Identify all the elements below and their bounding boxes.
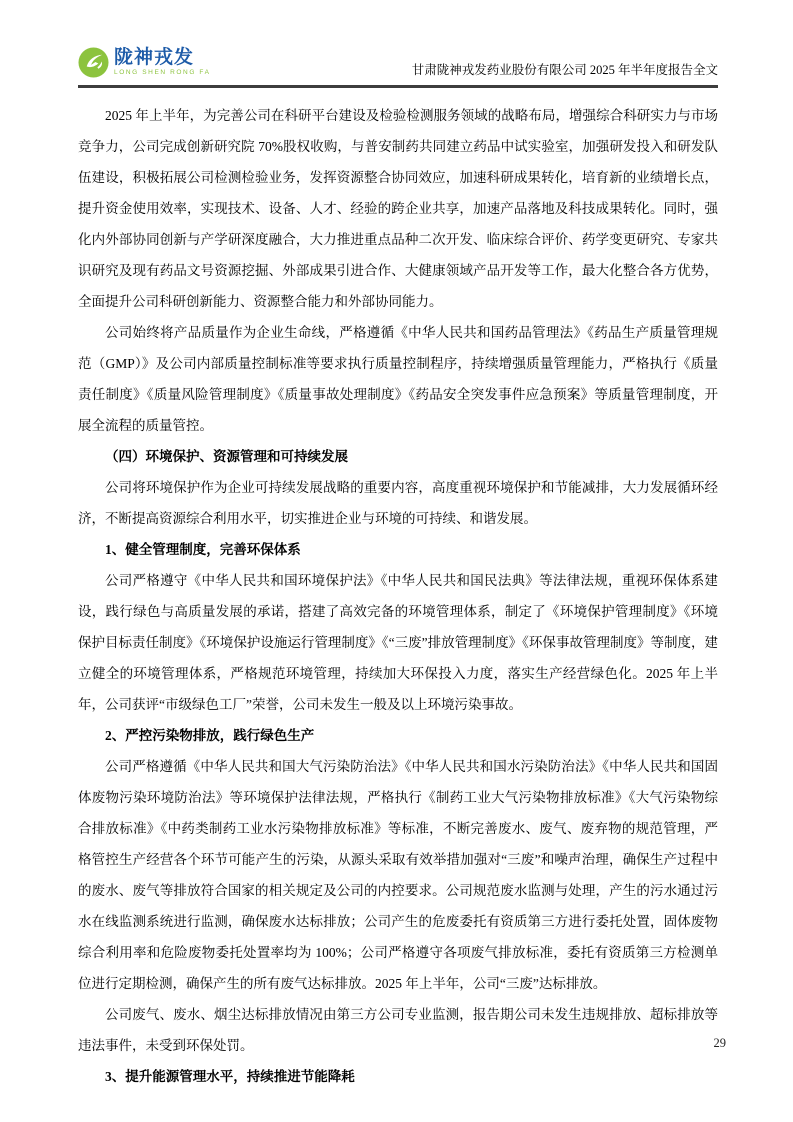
paragraph-environment-intro: 公司将环境保护作为企业可持续发展战略的重要内容，高度重视环境保护和节能减排，大力发展循环经济，不断提高资源综合利用水平，切实推进企业与环境的可持续、和谐发展。: [78, 480, 718, 526]
company-logo-icon: [78, 47, 109, 78]
company-logo-name-cn: 陇神戎发: [114, 47, 195, 69]
company-logo-text: [114, 48, 211, 77]
page-header: [78, 0, 718, 88]
subsection-heading-2: 2、严控污染物排放，践行绿色生产: [105, 728, 315, 743]
company-logo: [78, 47, 211, 78]
paragraph-research-platform: 2025 年上半年，为完善公司在科研平台建设及检验检测服务领域的战略布局，增强综合科研实力与市场竞争力，公司完成创新研究院 70%股权收购，与普安制药共同建立药品中试实验室，加强研发投入和研发队伍建设，积极拓展公司检测检验业务，发挥资源整合协同效应，加速科研成果转化，培育新的业绩增长点，提升资金使用效率，实现技术、设备、人才、经验的跨企业共享，加速产品落地及科技成果转化。同时，强化内外部协同创新与产学研深度融合，大力推进重点品种二次开发、临床综合评价、药学变更研究、专家共识研究及现有药品文号资源挖掘、外部成果引进合作、大健康领域产品开发等工作，最大化整合各方优势，全面提升公司科研创新能力、资源整合能力和外部协同能力。: [78, 108, 718, 309]
page-footer: [714, 1036, 727, 1051]
company-logo-name-en: LONG SHEN RONG FA: [114, 69, 211, 77]
paragraph-env-system: 公司严格遵守《中华人民共和国环境保护法》《中华人民共和国民法典》等法律法规，重视环保体系建设，践行绿色与高质量发展的承诺，搭建了高效完备的环境管理体系，制定了《环境保护管理制度》《环境保护目标责任制度》《环境保护设施运行管理制度》《“三废”排放管理制度》《环保事故管理制度》等制度，建立健全的环境管理体系，严格规范环境管理，持续加大环保投入力度，落实生产经营绿色化。2025 年上半年，公司获评“市级绿色工厂”荣誉，公司未发生一般及以上环境污染事故。: [78, 573, 718, 712]
paragraph-emission-monitoring: 公司废气、废水、烟尘达标排放情况由第三方公司专业监测，报告期公司未发生违规排放、超标排放等违法事件，未受到环保处罚。: [78, 1007, 718, 1053]
section-heading-environment: （四）环境保护、资源管理和可持续发展: [105, 449, 348, 464]
paragraph-pollution-control: 公司严格遵循《中华人民共和国大气污染防治法》《中华人民共和国水污染防治法》《中华人民共和国固体废物污染环境防治法》等环境保护法律法规，严格执行《制药工业大气污染物排放标准》《大气污染物综合排放标准》《中药类制药工业水污染物排放标准》等标准，不断完善废水、废气、废弃物的规范管理，严格管控生产经营各个环节可能产生的污染，从源头采取有效举措加强对“三废”和噪声治理，确保生产过程中的废水、废气等排放符合国家的相关规定及公司的内控要求。公司规范废水监测与处理，产生的污水通过污水在线监测系统进行监测，确保废水达标排放；公司产生的危废委托有资质第三方进行委托处置，固体废物综合利用率和危险废物委托处置率均为 100%；公司严格遵守各项废气排放标准，委托有资质第三方检测单位进行定期检测，确保产生的所有废气达标排放。2025 年上半年，公司“三废”达标排放。: [78, 759, 718, 991]
report-title: 甘肃陇神戎发药业股份有限公司 2025 年半年度报告全文: [411, 63, 718, 77]
page-number: 29: [713, 1036, 726, 1050]
subsection-heading-1: 1、健全管理制度，完善环保体系: [105, 542, 301, 557]
document-body: [78, 100, 718, 1092]
subsection-heading-3: 3、提升能源管理水平，持续推进节能降耗: [105, 1069, 355, 1084]
paragraph-quality-management: 公司始终将产品质量作为企业生命线，严格遵循《中华人民共和国药品管理法》《药品生产质量管理规范（GMP）》及公司内部质量控制标准等要求执行质量控制程序，持续增强质量管理能力，严格执行《质量责任制度》《质量风险管理制度》《质量事故处理制度》《药品安全突发事件应急预案》等质量管理制度，开展全流程的质量管控。: [78, 325, 718, 433]
